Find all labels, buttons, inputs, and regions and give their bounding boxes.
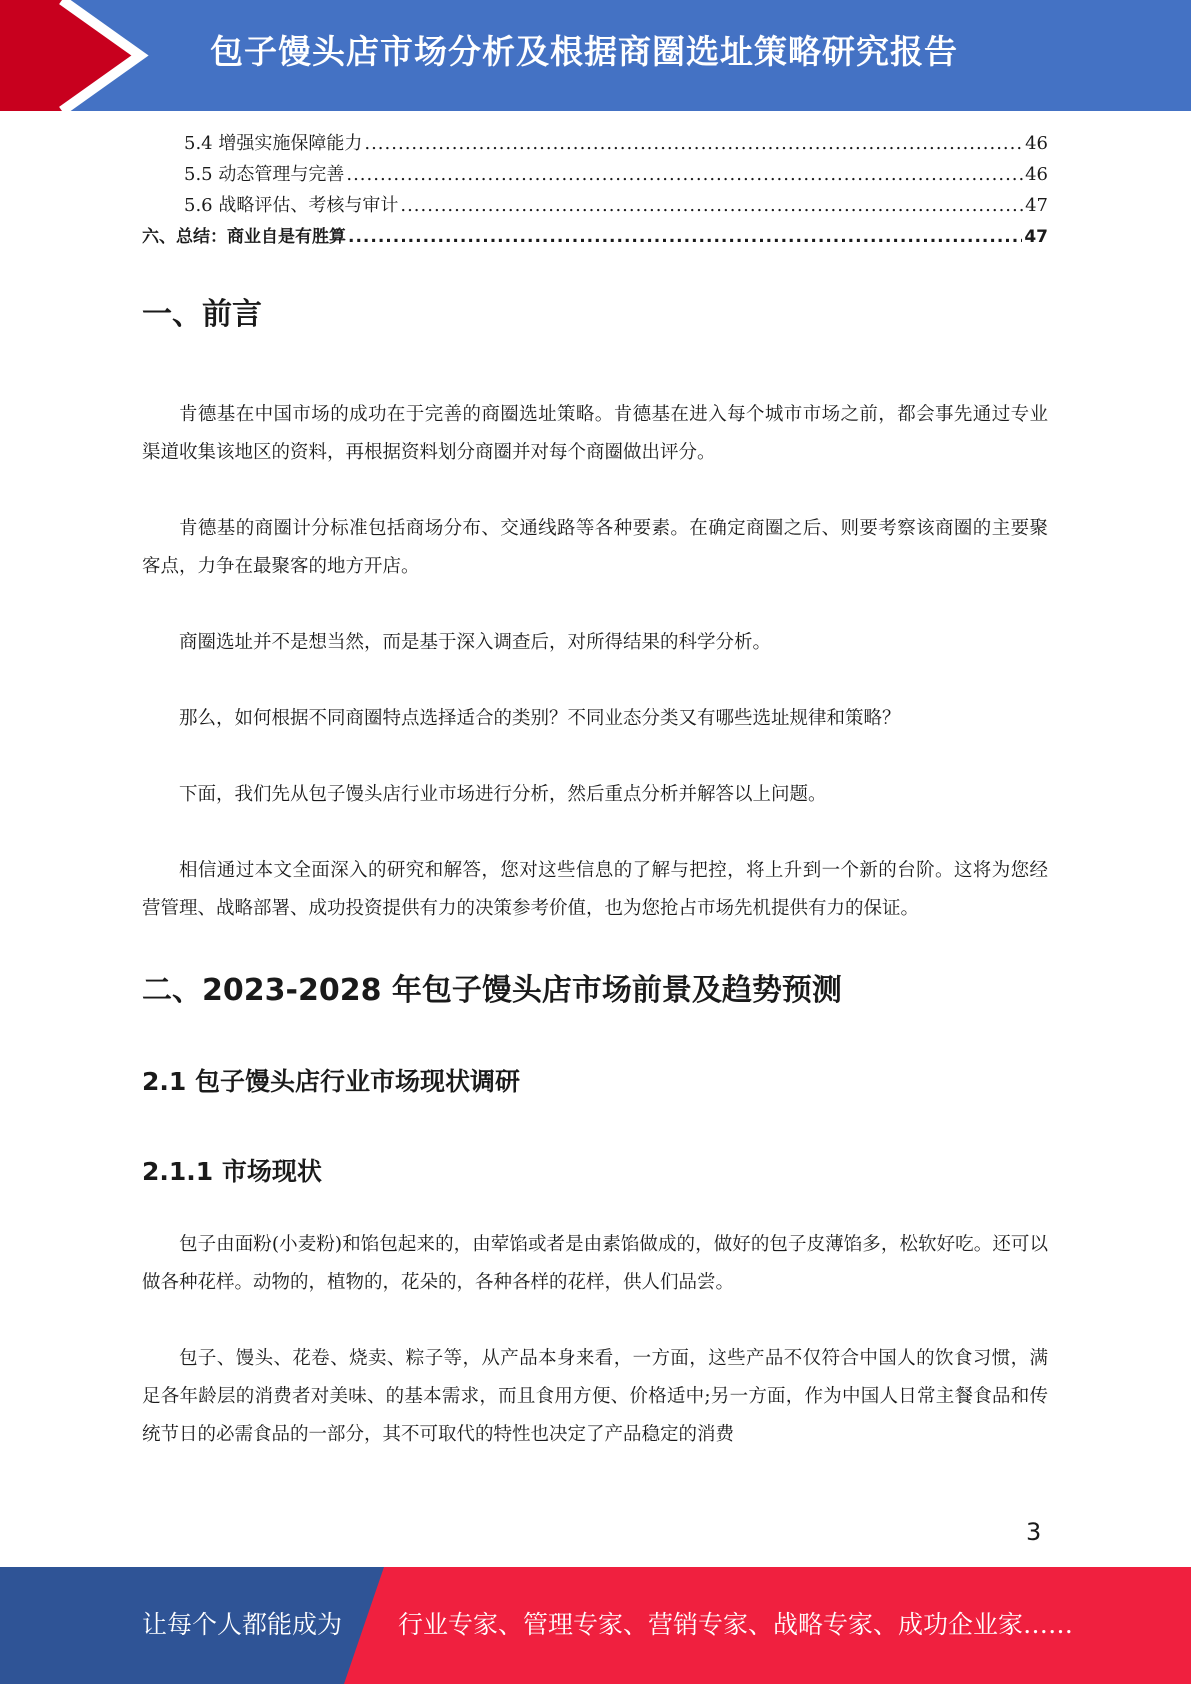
toc-entry[interactable] [142,191,1048,222]
body-paragraph: 下面，我们先从包子馒头店行业市场进行分析，然后重点分析并解答以上问题。 [179,784,827,805]
toc-leader-dots [346,164,1023,185]
toc-entry[interactable] [142,160,1048,191]
section-heading-preface: 一、前言 [142,297,262,332]
toc-entry-page: 46 [1025,133,1048,154]
body-paragraph: 包子、馒头、花卷、烧卖、粽子等，从产品本身来看，一方面，这些产品不仅符合中国人的饮食习惯，满足各年龄层的消费者对美味、的基本需求，而且食用方便、价格适中;另一方面，作为中国人日常主餐食品和传统节日的必需食品的一部分，其不可取代的特性也决定了产品稳定的消费 [142,1348,1048,1445]
subsection-heading: 2.1 包子馒头店行业市场现状调研 [142,1067,520,1096]
section-heading-forecast: 二、2023-2028 年包子馒头店市场前景及趋势预测 [142,973,842,1008]
body-paragraph: 肯德基在中国市场的成功在于完善的商圈选址策略。肯德基在进入每个城市市场之前，都会事先通过专业渠道收集该地区的资料，再根据资料划分商圈并对每个商圈做出评分。 [142,404,1048,463]
body-paragraph: 商圈选址并不是想当然，而是基于深入调查后，对所得结果的科学分析。 [179,632,772,653]
body-paragraph: 那么，如何根据不同商圈特点选择适合的类别？不同业态分类又有哪些选址规律和策略？ [179,708,901,729]
body-paragraph: 包子由面粉(小麦粉)和馅包起来的，由荤馅或者是由素馅做成的，做好的包子皮薄馅多，松软好吃。还可以做各种花样。动物的，植物的，花朵的，各种各样的花样，供人们品尝。 [142,1234,1048,1293]
toc-leader-dots [364,133,1023,154]
toc-entry-label: 5.4 增强实施保障能力 [184,133,363,154]
chevron-arrow-icon [0,0,160,111]
toc-entry-label: 5.6 战略评估、考核与审计 [184,195,399,216]
toc-entry[interactable] [142,222,1048,253]
toc-entry-label: 六、总结：商业自是有胜算 [142,227,346,247]
subsection-heading: 2.1.1 市场现状 [142,1157,322,1186]
toc-entry[interactable] [142,129,1048,160]
body-paragraph: 相信通过本文全面深入的研究和解答，您对这些信息的了解与把控，将上升到一个新的台阶。这将为您经营管理、战略部署、成功投资提供有力的决策参考价值，也为您抢占市场先机提供有力的保证。 [142,860,1048,919]
footer-slogan-left: 让每个人都能成为 [142,1610,343,1639]
report-title: 包子馒头店市场分析及根据商圈选址策略研究报告 [210,32,958,71]
toc-leader-dots [400,195,1023,216]
toc-entry-page: 47 [1025,195,1048,216]
toc-leader-dots [348,227,1022,247]
toc-entry-page: 46 [1025,164,1048,185]
footer-slogan-right: 行业专家、管理专家、营销专家、战略专家、成功企业家…… [398,1610,1074,1639]
toc-entry-page: 47 [1024,227,1048,247]
header-banner [0,0,1191,111]
body-paragraph: 肯德基的商圈计分标准包括商场分布、交通线路等各种要素。在确定商圈之后、则要考察该商圈的主要聚客点，力争在最聚客的地方开店。 [142,518,1048,577]
table-of-contents [142,129,1048,253]
footer-banner [0,1567,1191,1684]
toc-entry-label: 5.5 动态管理与完善 [184,164,345,185]
main-content [142,290,1048,1454]
page-number: 3 [1026,1518,1042,1546]
